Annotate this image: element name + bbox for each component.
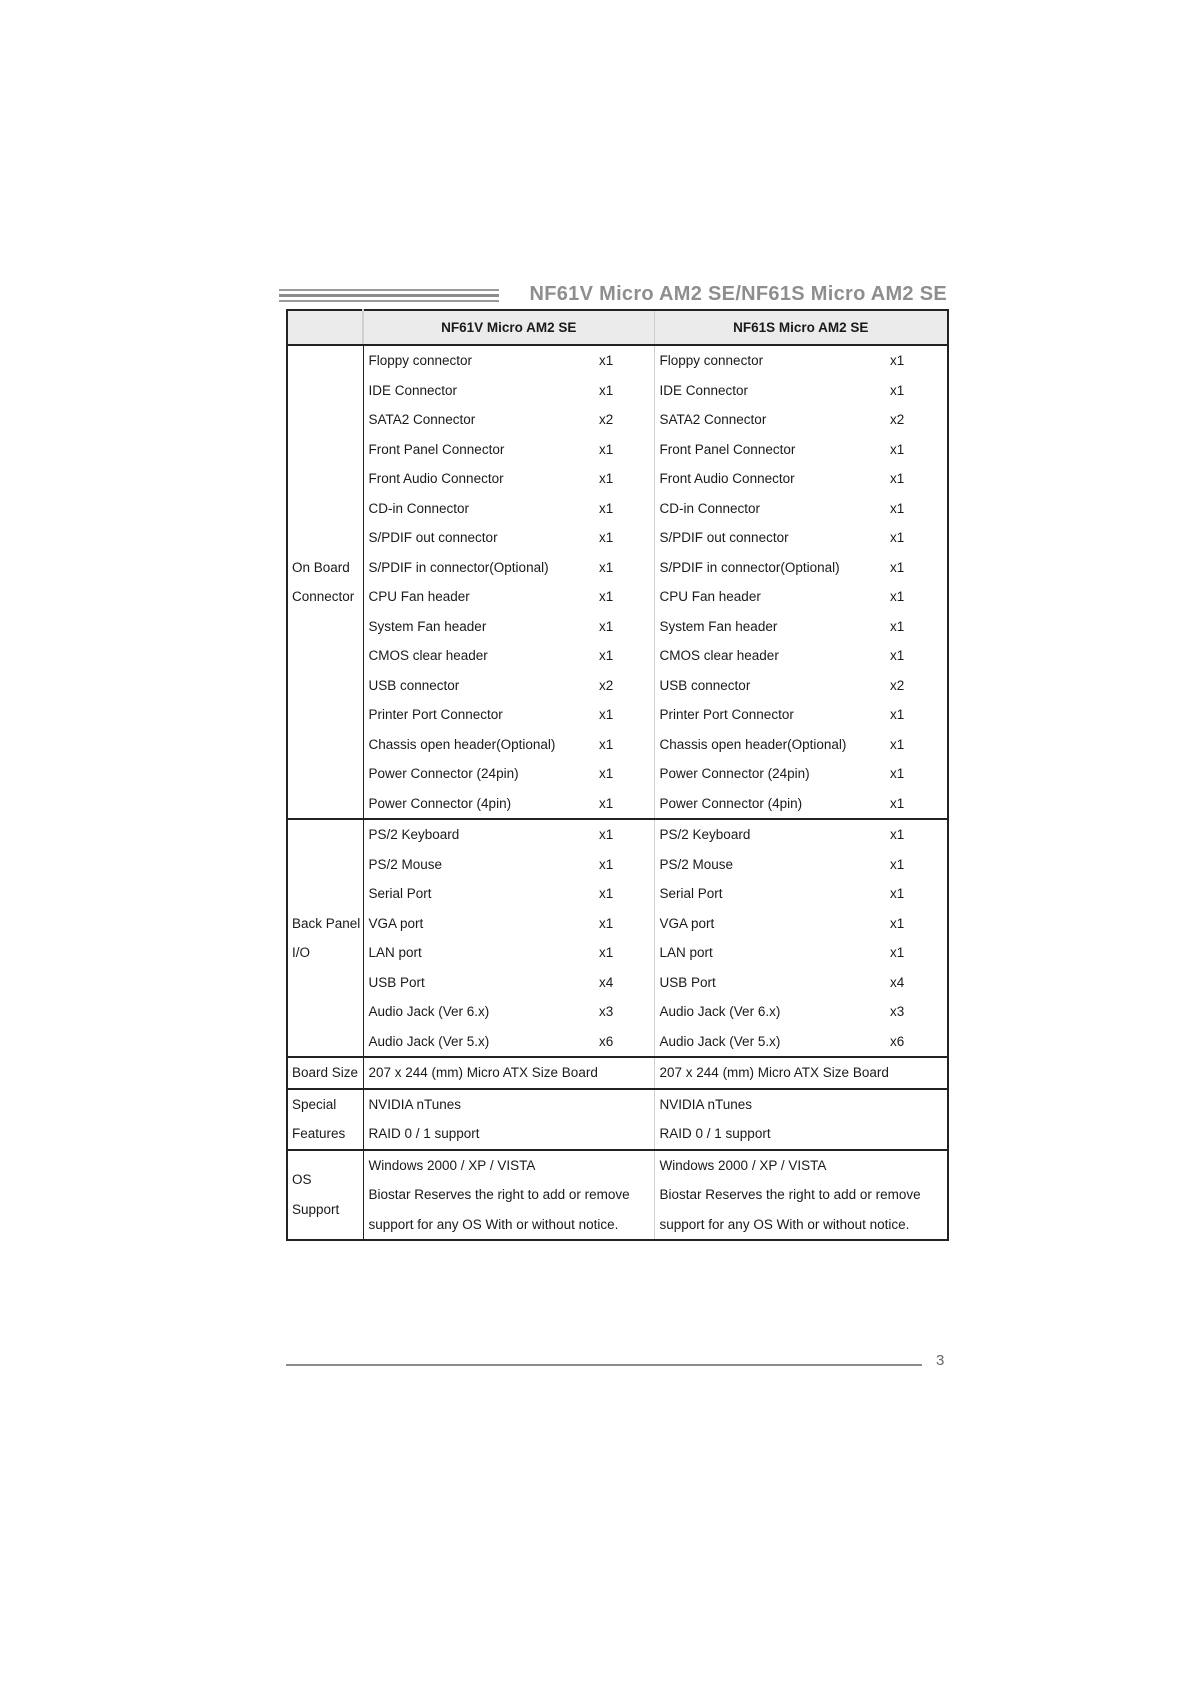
page-header-title: NF61V Micro AM2 SE/NF61S Micro AM2 SE: [529, 283, 947, 305]
table-row: [287, 909, 948, 939]
category-label: [287, 1027, 363, 1058]
category-label: [287, 819, 363, 850]
model-b-quantity: x1: [890, 530, 905, 546]
model-b-quantity: x6: [890, 1027, 948, 1058]
specification-table: [286, 309, 949, 1241]
model-a-item: LAN port: [368, 945, 422, 961]
model-a-value: 207 x 244 (mm) Micro ATX Size Board: [363, 1057, 654, 1089]
special-features-group: [287, 1089, 948, 1150]
model-a-item: Power Connector (4pin): [363, 789, 599, 820]
model-a-item: Front Panel Connector: [368, 441, 505, 457]
model-b-item: USB connector: [654, 671, 890, 701]
model-b-quantity: x1: [890, 736, 905, 752]
category-label: [287, 700, 363, 730]
model-a-quantity: x1: [599, 945, 614, 961]
model-b-quantity: x2: [890, 412, 905, 428]
model-b-quantity: x1: [890, 766, 905, 782]
model-a-item: S/PDIF in connector(Optional): [368, 559, 549, 575]
model-a-item: S/PDIF out connector: [368, 530, 498, 546]
model-a-item: Printer Port Connector: [368, 707, 503, 723]
os-support-group: [287, 1150, 948, 1241]
category-label: [287, 641, 363, 671]
table-row: [287, 1119, 948, 1150]
model-b-quantity: x1: [890, 648, 905, 664]
category-label: Special: [287, 1089, 363, 1120]
model-a-item: PS/2 Keyboard: [368, 827, 460, 843]
model-a-item: System Fan header: [368, 618, 487, 634]
table-row: [287, 879, 948, 909]
model-b-item: S/PDIF out connector: [654, 523, 890, 553]
table-row: [287, 523, 948, 553]
table-row: [287, 968, 948, 998]
table-row: [287, 1027, 948, 1058]
category-label: [287, 879, 363, 909]
on-board-connector-group: [287, 345, 948, 819]
model-b-item: CMOS clear header: [654, 641, 890, 671]
footer-rule: [286, 1364, 922, 1366]
model-a-item: USB connector: [368, 677, 460, 693]
table-row: [287, 819, 948, 850]
model-a-quantity: x1: [599, 827, 614, 843]
table-row: [287, 345, 948, 376]
table-row: [287, 759, 948, 789]
table-row: [287, 612, 948, 642]
model-a-quantity: x6: [599, 1027, 654, 1058]
model-b-value: Biostar Reserves the right to add or remove: [654, 1180, 948, 1210]
model-b-quantity: x1: [890, 589, 905, 605]
model-a-quantity: x1: [599, 618, 614, 634]
model-a-item: VGA port: [368, 915, 424, 931]
model-a-quantity: x1: [599, 707, 614, 723]
model-b-quantity: x1: [890, 945, 905, 961]
model-b-quantity: x1: [890, 707, 905, 723]
model-b-quantity: x1: [890, 471, 905, 487]
model-b-item: Floppy connector: [654, 345, 890, 376]
table-row: [287, 850, 948, 880]
model-b-quantity: x1: [890, 789, 948, 820]
model-b-item: Serial Port: [654, 879, 890, 909]
model-b-value: RAID 0 / 1 support: [654, 1119, 948, 1150]
category-label: [287, 968, 363, 998]
category-label: Features: [287, 1119, 363, 1150]
model-a-quantity: x1: [599, 856, 614, 872]
model-b-item: CD-in Connector: [654, 494, 890, 524]
table-row: [287, 582, 948, 612]
model-a-item: CPU Fan header: [368, 589, 470, 605]
model-b-value: support for any OS With or without notice.: [654, 1210, 948, 1241]
table-row: [287, 405, 948, 435]
model-a-quantity: x1: [599, 500, 614, 516]
model-a-value: Biostar Reserves the right to add or remove: [368, 1187, 630, 1203]
category-label: I/O: [287, 938, 363, 968]
model-a-item: Serial Port: [368, 886, 432, 902]
model-a-item: PS/2 Mouse: [368, 856, 443, 872]
category-label: [287, 345, 363, 376]
table-row: [287, 435, 948, 465]
model-b-item: SATA2 Connector: [654, 405, 890, 435]
model-b-quantity: x4: [890, 974, 905, 990]
model-a-quantity: x1: [599, 353, 614, 369]
model-a-quantity: x1: [599, 766, 614, 782]
table-row: [287, 641, 948, 671]
header-decorative-rules: [279, 289, 499, 301]
model-a-quantity: x2: [599, 412, 614, 428]
model-b-item: Audio Jack (Ver 6.x): [654, 997, 890, 1027]
model-a-quantity: x1: [599, 915, 614, 931]
category-label: [287, 494, 363, 524]
model-b-item: Power Connector (24pin): [654, 759, 890, 789]
board-size-group: [287, 1057, 948, 1089]
table-row: [287, 1180, 948, 1210]
back-panel-io-group: [287, 819, 948, 1057]
model-b-quantity: x2: [890, 677, 905, 693]
category-label: [287, 759, 363, 789]
model-a-item: Audio Jack (Ver 6.x): [368, 1004, 490, 1020]
model-b-item: PS/2 Keyboard: [654, 819, 890, 850]
model-a-item: Floppy connector: [368, 353, 473, 369]
model-a-quantity: x3: [599, 1004, 614, 1020]
category-label: Back Panel: [287, 909, 363, 939]
model-b-quantity: x1: [890, 441, 905, 457]
model-a-item: CD-in Connector: [368, 500, 470, 516]
model-b-item: CPU Fan header: [654, 582, 890, 612]
model-b-quantity: x1: [890, 856, 905, 872]
category-label: [287, 612, 363, 642]
model-b-quantity: x1: [890, 353, 905, 369]
model-b-item: System Fan header: [654, 612, 890, 642]
model-a-quantity: x1: [599, 471, 614, 487]
table-header-row: [287, 310, 948, 345]
model-b-item: PS/2 Mouse: [654, 850, 890, 880]
model-b-quantity: x1: [890, 915, 905, 931]
model-b-item: S/PDIF in connector(Optional): [654, 553, 890, 583]
model-b-item: Front Audio Connector: [654, 464, 890, 494]
model-a-item: Power Connector (24pin): [368, 766, 519, 782]
model-b-value: NVIDIA nTunes: [654, 1089, 948, 1120]
table-row: [287, 700, 948, 730]
model-b-quantity: x1: [890, 559, 905, 575]
model-b-quantity: x1: [890, 827, 905, 843]
model-a-item: SATA2 Connector: [368, 412, 476, 428]
model-a-quantity: x4: [599, 974, 614, 990]
category-label: [287, 435, 363, 465]
model-b-quantity: x1: [890, 886, 905, 902]
model-a-item: Chassis open header(Optional): [368, 736, 556, 752]
model-b-quantity: x1: [890, 618, 905, 634]
table-row: [287, 464, 948, 494]
table-row: [287, 789, 948, 820]
model-b-quantity: x1: [890, 500, 905, 516]
model-a-quantity: x1: [599, 648, 614, 664]
model-a-value: Windows 2000 / XP / VISTA: [368, 1157, 536, 1173]
model-b-item: USB Port: [654, 968, 890, 998]
model-a-item: USB Port: [368, 974, 425, 990]
table-row: [287, 938, 948, 968]
model-a-value: RAID 0 / 1 support: [363, 1119, 654, 1150]
model-a-quantity: x1: [599, 441, 614, 457]
model-b-item: LAN port: [654, 938, 890, 968]
table-row: [287, 553, 948, 583]
model-b-item: Chassis open header(Optional): [654, 730, 890, 760]
category-label: [287, 789, 363, 820]
table-row: [287, 1057, 948, 1089]
page-number: 3: [936, 1352, 945, 1369]
category-label: [287, 523, 363, 553]
model-a-item: CMOS clear header: [368, 648, 488, 664]
header-corner-cell: [287, 310, 363, 345]
model-b-quantity: x3: [890, 1004, 905, 1020]
model-b-item: Power Connector (4pin): [654, 789, 890, 820]
model-a-item: IDE Connector: [368, 382, 458, 398]
table-row: [287, 1210, 948, 1241]
category-label: [287, 730, 363, 760]
model-b-value: Windows 2000 / XP / VISTA: [654, 1150, 948, 1181]
category-label: [287, 405, 363, 435]
model-b-item: Front Panel Connector: [654, 435, 890, 465]
category-label: [287, 464, 363, 494]
model-a-item: Front Audio Connector: [368, 471, 504, 487]
category-label: [287, 376, 363, 406]
model-a-quantity: x1: [599, 736, 614, 752]
category-label: OS Support: [287, 1150, 363, 1241]
table-row: [287, 1089, 948, 1120]
model-a-quantity: x2: [599, 677, 614, 693]
model-b-item: Audio Jack (Ver 5.x): [654, 1027, 890, 1058]
category-label: Board Size: [287, 1057, 363, 1089]
table-row: [287, 730, 948, 760]
model-a-quantity: x1: [599, 789, 654, 820]
model-a-quantity: x1: [599, 382, 614, 398]
model-b-quantity: x1: [890, 382, 905, 398]
model-b-item: Printer Port Connector: [654, 700, 890, 730]
table-row: [287, 671, 948, 701]
model-a-value: support for any OS With or without notice.: [368, 1216, 619, 1232]
category-label: [287, 671, 363, 701]
model-b-item: VGA port: [654, 909, 890, 939]
model-a-quantity: x1: [599, 530, 614, 546]
table-row: [287, 997, 948, 1027]
table-row: [287, 376, 948, 406]
model-a-quantity: x1: [599, 589, 614, 605]
model-b-item: IDE Connector: [654, 376, 890, 406]
model-a-header: NF61V Micro AM2 SE: [363, 310, 654, 345]
model-b-value: 207 x 244 (mm) Micro ATX Size Board: [654, 1057, 948, 1089]
category-label: [287, 850, 363, 880]
model-a-item: Audio Jack (Ver 5.x): [363, 1027, 599, 1058]
category-label: Connector: [287, 582, 363, 612]
table-row: [287, 1150, 948, 1181]
model-a-quantity: x1: [599, 886, 614, 902]
model-a-quantity: x1: [599, 559, 614, 575]
model-b-header: NF61S Micro AM2 SE: [654, 310, 948, 345]
category-label: On Board: [287, 553, 363, 583]
category-label: [287, 997, 363, 1027]
table-row: [287, 494, 948, 524]
model-a-value: NVIDIA nTunes: [368, 1096, 462, 1112]
